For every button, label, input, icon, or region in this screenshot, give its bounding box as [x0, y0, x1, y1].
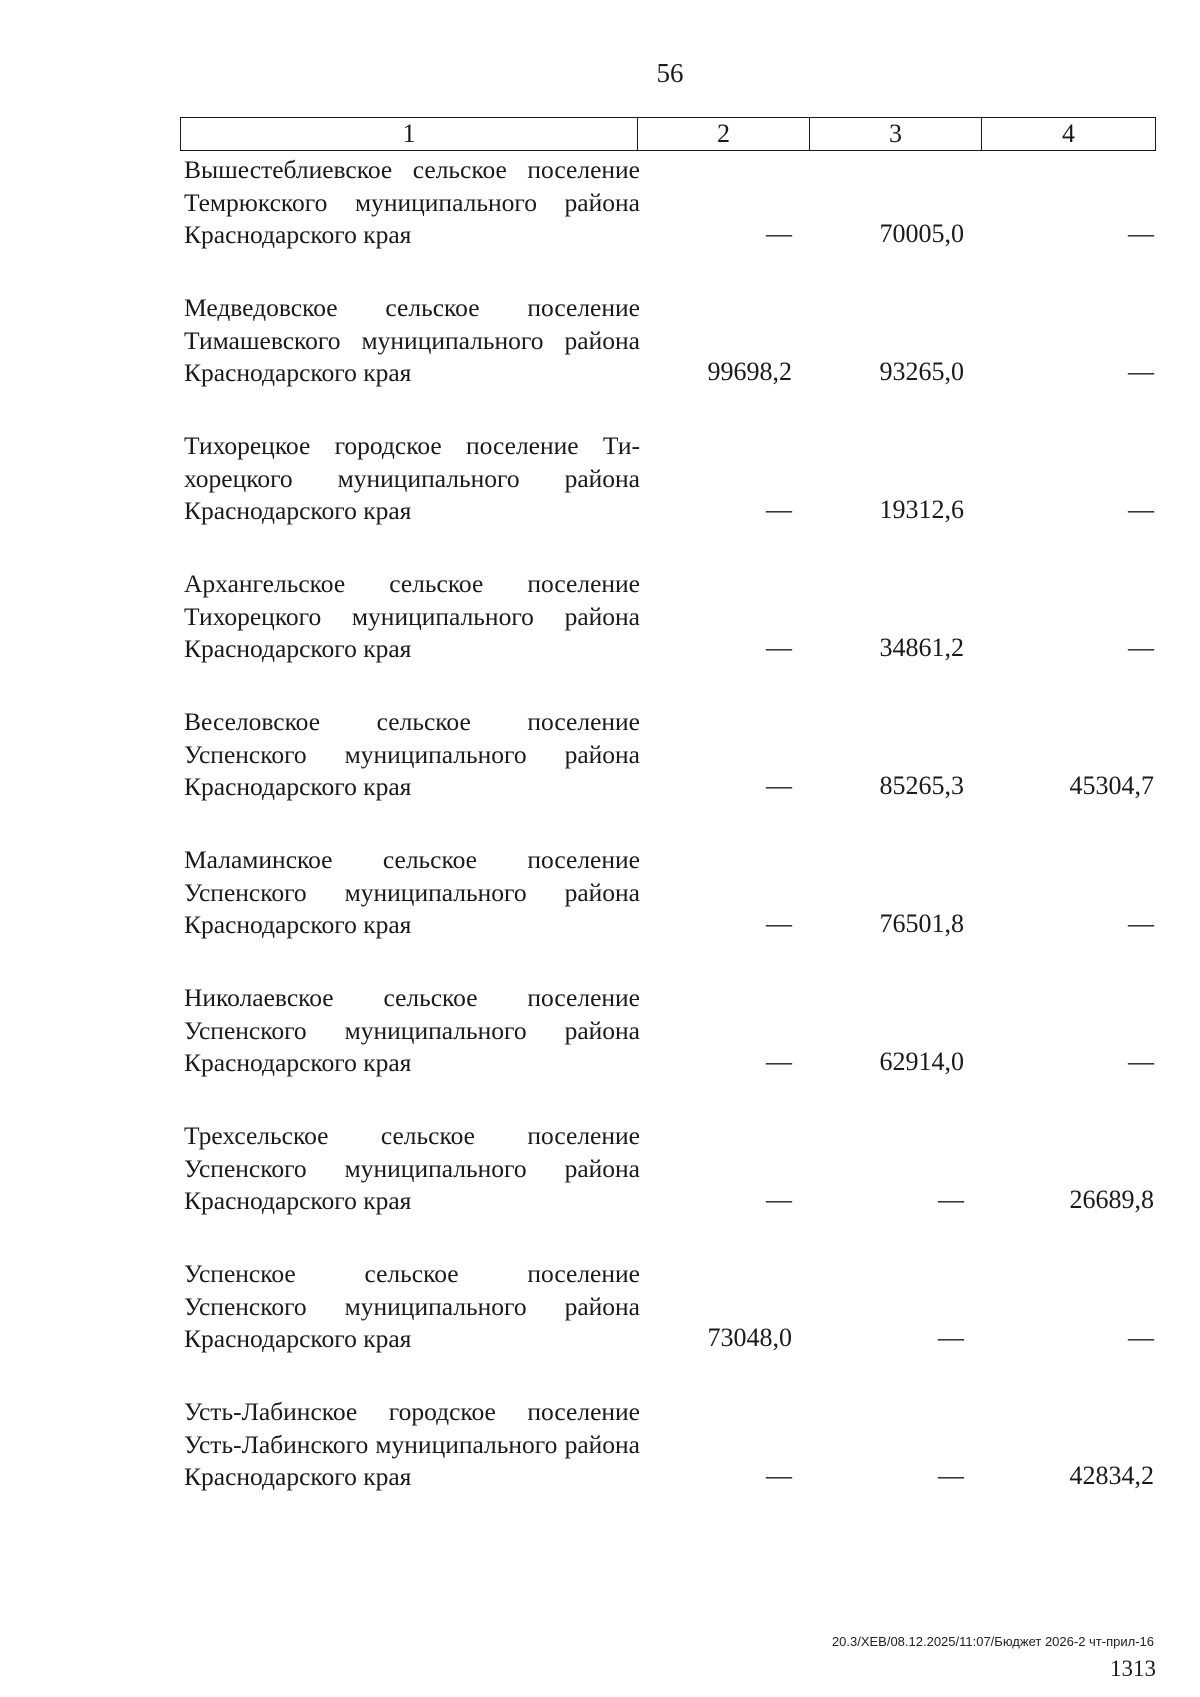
settlement-name: Тихорецкое городское поселение Тихорецкого муниципального района Краснодарского края: [184, 431, 640, 525]
table-row: [180, 1396, 1155, 1534]
document-code: 20.3/ХЕВ/08.12.2025/11:07/Бюджет 2026-2 чт-прил-16: [831, 1634, 1154, 1649]
column-2-value: —: [766, 633, 792, 662]
settlement-name: Успенское сельское поселение Успенского муниципального района Краснодарского края: [184, 1259, 640, 1353]
column-2-value: —: [766, 1047, 792, 1076]
column-header-1: 1: [181, 118, 638, 151]
column-3-value: —: [938, 1185, 964, 1214]
table-row: [180, 1120, 1155, 1258]
column-3-value: 70005,0: [879, 219, 964, 248]
column-header-2: 2: [638, 118, 810, 151]
column-3-value: 76501,8: [879, 909, 964, 938]
settlement-name: Вышестеблиевское сельское поселение Темрюкского муниципального района Краснодарского края: [184, 155, 640, 249]
column-3-value: —: [938, 1461, 964, 1490]
column-3-value: 34861,2: [879, 633, 964, 662]
footer-page-number: 1313: [1110, 1656, 1156, 1681]
table-row: [180, 844, 1155, 982]
column-2-value: 99698,2: [707, 357, 792, 386]
column-header-row: [180, 117, 1156, 151]
column-2-value: —: [766, 1185, 792, 1214]
column-4-value: 26689,8: [1069, 1185, 1154, 1214]
column-2-value: —: [766, 1461, 792, 1490]
column-header-4: 4: [982, 118, 1156, 151]
settlement-name: Маламинское сельское поселение Успенского муниципального района Краснодарского края: [184, 845, 640, 939]
column-4-value: —: [1128, 633, 1154, 662]
column-4-value: 42834,2: [1069, 1461, 1154, 1490]
settlement-name: Николаевское сельское поселение Успенского муниципального района Краснодарского края: [184, 983, 640, 1077]
column-4-value: 45304,7: [1069, 771, 1154, 800]
table-row: [180, 292, 1155, 430]
page-number: 56: [656, 58, 684, 88]
settlement-name: Медведовское сельское поселение Тимашевского муниципального района Краснодарского края: [184, 293, 640, 387]
column-2-value: —: [766, 219, 792, 248]
column-2-value: —: [766, 909, 792, 938]
table-row: [180, 982, 1155, 1120]
table-row: [180, 1258, 1155, 1396]
column-4-value: —: [1128, 1323, 1154, 1352]
column-3-value: 19312,6: [879, 495, 964, 524]
column-header-3: 3: [810, 118, 982, 151]
column-3-value: —: [938, 1323, 964, 1352]
column-4-value: —: [1128, 219, 1154, 248]
settlement-name: Трехсельское сельское поселение Успенского муниципального района Краснодарского края: [184, 1121, 640, 1215]
column-2-value: 73048,0: [707, 1323, 792, 1352]
settlement-name: Архангельское сельское поселение Тихорецкого муниципального района Краснодарского края: [184, 569, 640, 663]
column-4-value: —: [1128, 357, 1154, 386]
column-4-value: —: [1128, 909, 1154, 938]
table-row: [180, 154, 1155, 292]
column-4-value: —: [1128, 495, 1154, 524]
column-3-value: 85265,3: [879, 771, 964, 800]
column-3-value: 93265,0: [879, 357, 964, 386]
table-row: [180, 706, 1155, 844]
table-body: [180, 154, 1155, 1534]
column-2-value: —: [766, 495, 792, 524]
table-row: [180, 568, 1155, 706]
column-2-value: —: [766, 771, 792, 800]
settlement-name: Усть-Лабинское городское поселение Усть-Лабинского муниципального района Краснодарского края: [184, 1397, 640, 1491]
settlement-name: Веселовское сельское поселение Успенского муниципального района Краснодарского края: [184, 707, 640, 801]
table-row: [180, 430, 1155, 568]
column-4-value: —: [1128, 1047, 1154, 1076]
column-3-value: 62914,0: [879, 1047, 964, 1076]
